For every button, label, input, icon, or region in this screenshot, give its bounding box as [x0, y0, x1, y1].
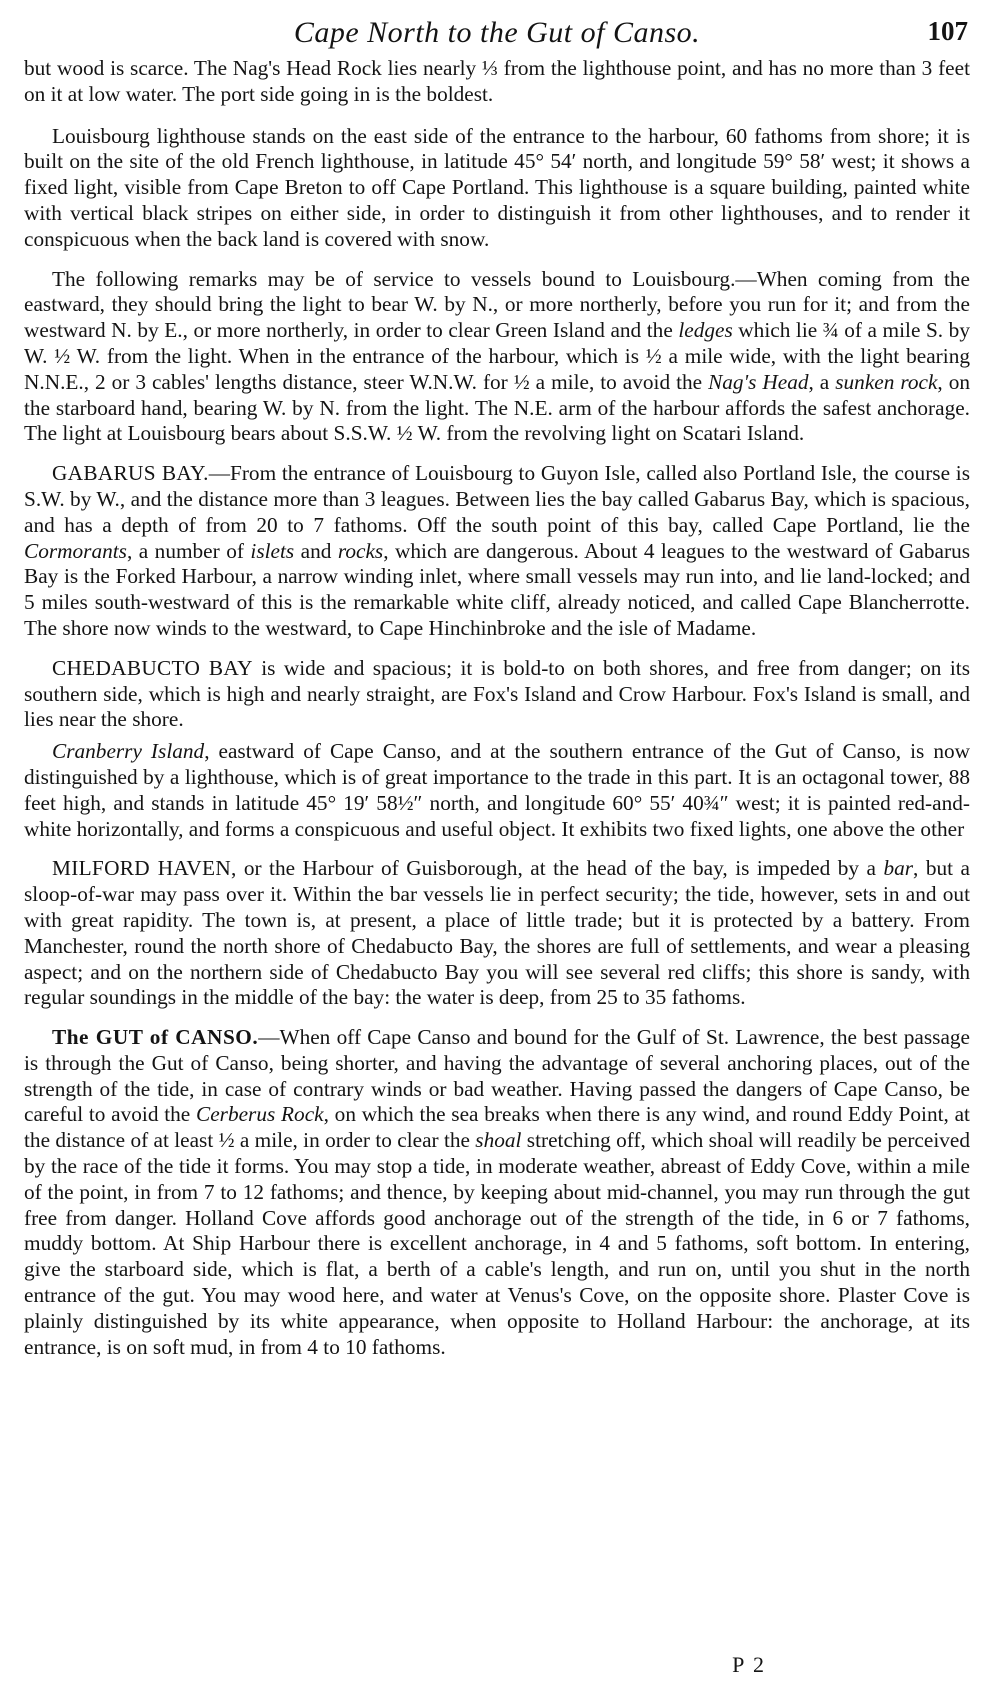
- section-heading-gabarus-bay: GABARUS BAY.: [52, 461, 209, 486]
- section-heading-chedabucto-bay: CHEDABUCTO BAY: [52, 655, 253, 680]
- italic-term-cranberry-island: Cranberry Island: [52, 739, 205, 764]
- section-heading-gut-of-canso: The GUT of CANSO.: [52, 1025, 259, 1050]
- paragraph-milford-haven: [24, 856, 970, 1011]
- paragraph-louisbourg-remarks: [24, 267, 970, 448]
- paragraph-text: , but a sloop-of-war may pass over it. Within the bar vessels lie in perfect security; the tide, however, sets in and out with great rapidity. The town is, at present, a place of little trade; but it is protected by a battery. From Manchester, round the north shore of Chedabucto Bay, the shores are full of settlements, and wear a pleasing aspect; and on the northern side of Chedabucto Bay you will see several red cliffs; this shore is sandy, with regular soundings in the middle of the bay: the water is deep, from 25 to 35 fathoms.: [24, 856, 970, 1010]
- paragraph-text: —When off Cape Canso and bound for the Gulf of St. Lawrence, the best passage is through the Gut of Canso, being shorter, and having the advantage of several anchoring places, out of the strength of the tide, in case of contrary winds or bad weather. Having passed the dangers of Cape Canso, be careful to avoid the: [24, 1025, 970, 1127]
- paragraph-text: and: [294, 538, 338, 563]
- running-title: Cape North to the Gut of Canso.: [293, 16, 701, 49]
- italic-term-cerberus-rock: Cerberus Rock: [196, 1102, 324, 1127]
- paragraph-gabarus-bay: [24, 461, 970, 642]
- italic-term-rocks: rocks: [337, 538, 384, 563]
- italic-term-sunken-rock: sunken rock: [835, 369, 938, 394]
- italic-term-nags-head: Nag's Head: [708, 369, 809, 394]
- paragraph-text: , eastward of Cape Canso, and at the southern entrance of the Gut of Canso, is now distinguished by a lighthouse, which is of great importance to the trade in this part. It is an octagonal tower, 88 feet high, and stands in latitude 45° 19′ 58½″ north, and longitude 60° 55′ 40¾″ west; it is painted red-and-white horizontally, and forms a conspicuous and useful object. It exhibits two fixed lights, one above the other: [24, 739, 970, 841]
- paragraph-text: , on which the sea breaks when there is any wind, and round Eddy Point, at the distance of at least ½ a mile, in order to clear the: [24, 1102, 970, 1153]
- paragraph-text: stretching off, which shoal will readily be perceived by the race of the tide it forms. You may stop a tide, in moderate weather, abreast of Eddy Cove, within a mile of the point, in from 7 to 12 fathoms; and thence, by keeping about mid-channel, you may run through the gut free from danger. Holland Cove affords good anchorage out of the strength of the tide, in 6 or 7 fathoms, muddy bottom. At Ship Harbour there is excellent anchorage, in 4 and 5 fathoms, soft bottom. In entering, give the starboard side, which is flat, a berth of a cable's length, and run on, until you shut in the north entrance of the gut. You may wood here, and water at Venus's Cove, on the opposite shore. Plaster Cove is plainly distinguished by its white appearance, when opposite to Holland Harbour: the anchorage, at its entrance, is on soft mud, in from 4 to 10 fathoms.: [24, 1128, 970, 1359]
- paragraph-text: The following remarks may be of service to vessels bound to Louisbourg.—When coming from the eastward, they should bring the light to bear W. by N., or more northerly, before you run for it; and from the westward N. by E., or more northerly, in order to clear Green Island and the: [24, 266, 970, 343]
- italic-term-islets: islets: [250, 538, 295, 563]
- italic-term-cormorants: Cormorants: [24, 538, 127, 563]
- paragraph-louisbourg-lighthouse: [24, 124, 970, 253]
- paragraph-gut-of-canso: [24, 1025, 970, 1360]
- section-heading-milford-haven: MILFORD HAVEN: [52, 856, 232, 881]
- running-header: [24, 14, 970, 56]
- paragraph-text: but wood is scarce. The Nag's Head Rock lies nearly ⅓ from the lighthouse point, and has no more than 3 feet on it at low water. The port side going in is the boldest.: [24, 56, 970, 106]
- paragraph-text: —From the entrance of Louisbourg to Guyon Isle, called also Portland Isle, the course is S.W. by W., and the distance more than 3 leagues. Between lies the bay called Gabarus Bay, which is spacious, and has a depth of from 20 to 7 fathoms. Off the south point of this bay, called Cape Portland, lie the: [24, 461, 970, 537]
- italic-term-ledges: ledges: [678, 318, 733, 343]
- paragraph-text: Louisbourg lighthouse stands on the east side of the entrance to the harbour, 60 fathoms from shore; it is built on the site of the old French lighthouse, in latitude 45° 54′ north, and longitude 59° 58′ west; it shows a fixed light, visible from Cape Breton to off Cape Portland. This lighthouse is a square building, painted white with vertical black stripes on either side, in order to distinguish it from other lighthouses, and to render it conspicuous when the back land is covered with snow.: [24, 123, 970, 251]
- paragraph-text: is wide and spacious; it is bold-to on both shores, and free from danger; on its southern side, which is high and nearly straight, are Fox's Island and Crow Harbour. Fox's Island is small, and lies near the shore.: [24, 655, 970, 732]
- paragraph-chedabucto-bay: [24, 656, 970, 733]
- paragraph-text: which lie ¾ of a mile S. by W. ½ W. from the light. When in the entrance of the harbour, which is ½ a mile wide, with the light bearing N.N.E., 2 or 3 cables' lengths distance, steer W.N.W. for ½ a mile, to avoid the: [24, 318, 970, 394]
- italic-term-bar: bar: [883, 856, 914, 881]
- paragraph-text: , or the Harbour of Guisborough, at the head of the bay, is impeded by a: [231, 856, 884, 881]
- body-text: [24, 56, 970, 1360]
- paragraph-cranberry-island: [24, 739, 970, 842]
- page-number: 107: [927, 16, 968, 46]
- paragraph-text: , which are dangerous. About 4 leagues to the westward of Gabarus Bay is the Forked Harbour, a narrow winding inlet, where small vessels may run into, and lie land-locked; and 5 miles south-westward of this is the remarkable white cliff, already noticed, and called Cape Blancherrotte. The shore now winds to the westward, to Cape Hinchinbroke and the isle of Madame.: [24, 538, 971, 640]
- paragraph-text: , a number of: [126, 538, 251, 563]
- paragraph-nags-head-continuation: [24, 56, 970, 108]
- italic-term-shoal: shoal: [475, 1128, 522, 1153]
- signature-mark: P 2: [732, 1652, 766, 1677]
- paragraph-text: , a: [808, 369, 836, 394]
- paragraph-text: , on the starboard hand, bearing W. by N. from the light. The N.E. arm of the harbour affords the safest anchorage. The light at Louisbourg bears about S.S.W. ½ W. from the revolving light on Scatari Island.: [24, 369, 970, 446]
